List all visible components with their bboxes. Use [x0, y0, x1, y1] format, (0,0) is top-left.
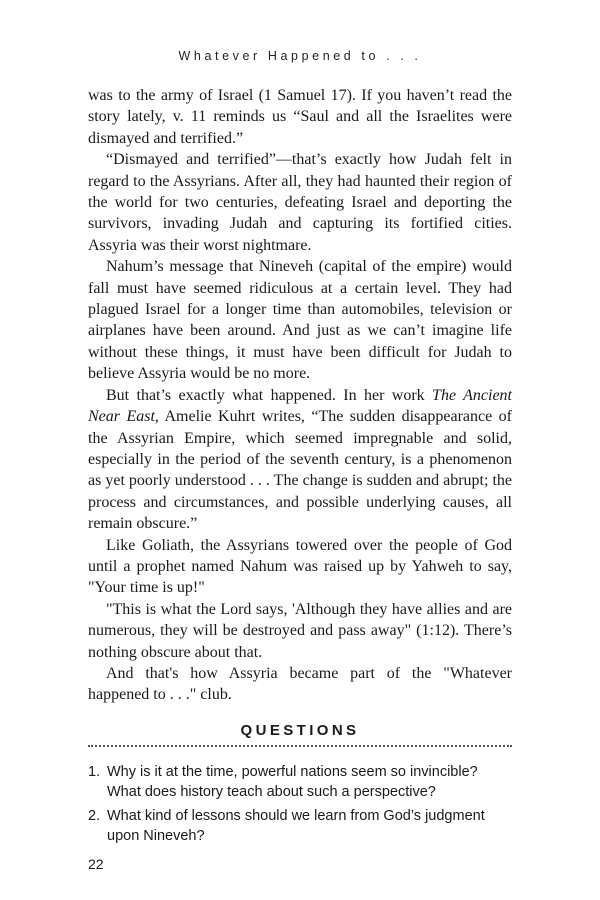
- running-head: Whatever Happened to . . .: [178, 49, 422, 63]
- page-number: 22: [88, 856, 104, 872]
- question-item: [88, 806, 512, 846]
- questions-list: [88, 762, 512, 850]
- questions-heading: QUESTIONS: [240, 722, 360, 739]
- dotted-divider: [88, 745, 512, 747]
- paragraph-6: "This is what the Lord says, 'Although they have allies and are numerous, they will be destroyed and pass away" (1:12). There’s nothing obscure about that.: [88, 600, 512, 661]
- question-text: What kind of lessons should we learn from God’s judgment upon Nineveh?: [107, 808, 485, 844]
- paragraph-4-lead: But that’s exactly what happened. In her work: [106, 386, 433, 404]
- paragraph-4-quote: , Amelie Kuhrt writes, “The sudden disappearance of the Assyrian Empire, which seemed impregnable and solid, especially in the period of the seventh century, is a phenomenon as yet poorly understood . . . The change is sudden and abrupt; the process and circumstances, and possible underlying causes, all remain obscure.”: [88, 408, 512, 533]
- paragraph-1: was to the army of Israel (1 Samuel 17). If you haven’t read the story lately, v. 11 reminds us “Saul and all the Israelites were dismayed and terrified.”: [88, 87, 512, 147]
- body-text: [88, 85, 512, 706]
- paragraph-2: “Dismayed and terrified”—that’s exactly how Judah felt in regard to the Assyrians. After all, they had haunted their region of the world for two centuries, defeating Israel and deporting the survivors, invading Judah and capturing its fortified cities. Assyria was their worst nightmare.: [88, 151, 512, 254]
- paragraph-5: Like Goliath, the Assyrians towered over the people of God until a prophet named Nahum was raised up by Yahweh to say, "Your time is up!": [88, 536, 512, 597]
- paragraph-7: And that's how Assyria became part of the "Whatever happened to . . ." club.: [88, 664, 512, 704]
- question-number: 1.: [88, 764, 101, 780]
- question-text: Why is it at the time, powerful nations seem so invincible? What does history teach about such a perspective?: [107, 764, 478, 800]
- paragraph-4: [88, 385, 512, 535]
- paragraph-3: Nahum’s message that Nineveh (capital of the empire) would fall must have seemed ridiculous at a certain level. They had plagued Israel for a longer time than automobiles, television or airplanes have been around. And just as we can’t imagine life without these things, it must have been difficult for Judah to believe Assyria would be no more.: [88, 258, 512, 383]
- book-title: The Ancient Near East: [88, 386, 513, 426]
- question-item: [88, 762, 512, 802]
- question-number: 2.: [88, 808, 101, 824]
